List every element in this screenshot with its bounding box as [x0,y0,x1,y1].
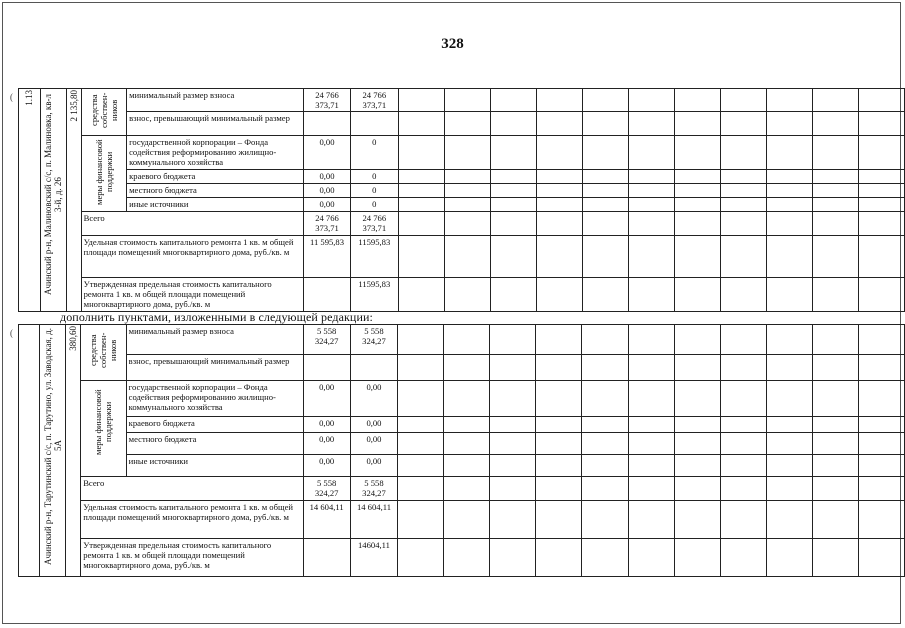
address-cell: Ачинский р-н, Тарутинский с/с, п. Тарутино, ул. Заводская, д. 5А [40,325,66,577]
row-label: взнос, превышающий минимальный размер [127,112,304,136]
owners-group-cell: средства собствен-ников [81,89,126,136]
row-label: иные источники [126,455,303,477]
table-row [19,112,905,136]
limit-cost-label: Утвержденная предельная стоимость капитального ремонта 1 кв. м общей площади помещений многоквартирного дома, руб./кв. м [81,539,303,577]
area-cell: 2 135,80 [66,89,81,312]
table-row-unit-cost: Удельная стоимость капитального ремонта 1 кв. м общей площади помещений многоквартирного дома, руб./кв. м 11 595,83 11595,83 [19,236,905,278]
owners-group-cell: средства собствен-ников [81,325,126,381]
unit-cost-label: Удельная стоимость капитального ремонта 1 кв. м общей площади помещений многоквартирного дома, руб./кв. м [81,501,303,539]
value-1: 24 766 373,71 [303,89,350,112]
page-number: 328 [441,36,464,52]
row-label: взнос, превышающий минимальный размер [126,355,303,381]
table-block-2 [18,324,905,577]
row-label: краевого бюджета [126,417,303,433]
index-cell: 1.13 [19,89,41,312]
table-row: иные источники 0,00 0 [19,198,905,212]
table-row [19,89,905,112]
row-label: краевого бюджета [127,170,304,184]
area-cell: 380,60 [66,325,81,577]
support-group-cell: меры финансовой поддержки [81,136,126,212]
row-label: минимальный размер взноса [127,89,304,112]
limit-cost-label: Утвержденная предельная стоимость капитального ремонта 1 кв. м общей площади помещений многоквартирного дома, руб./кв. м [81,278,303,312]
table-row: краевого бюджета 0,00 0 [19,170,905,184]
table-row [19,355,905,381]
table-row-total: Всего 24 766 373,71 24 766 373,71 [19,212,905,236]
table-block-1 [18,88,905,312]
row-label: государственной корпорации – Фонда содействия реформированию жилищно-коммунального хозяйства [126,381,303,417]
support-group-cell: меры финансовой поддержки [81,381,126,477]
table-row: иные источники 0,00 0,00 [19,455,905,477]
row-label: минимальный размер взноса [126,325,303,355]
left-mark-top: ( [10,92,13,102]
table-row: местного бюджета 0,00 0 [19,184,905,198]
total-label: Всего [81,477,303,501]
row-label: местного бюджета [126,433,303,455]
table-row: меры финансовой поддержки государственной корпорации – Фонда содействия реформированию жилищно-коммунального хозяйства 0,00 0 [19,136,905,170]
table-row: Ачинский р-н, Тарутинский с/с, п. Тарутино, ул. Заводская, д. 5А 380,60 средства собствен-ников минимальный размер взноса 5 558 324,27 5 558 324,27 [19,325,905,355]
table-row-limit-cost: Утвержденная предельная стоимость капитального ремонта 1 кв. м общей площади помещений многоквартирного дома, руб./кв. м 14604,11 [19,539,905,577]
row-label: местного бюджета [127,184,304,198]
table-row-unit-cost: Удельная стоимость капитального ремонта 1 кв. м общей площади помещений многоквартирного дома, руб./кв. м 14 604,11 14 604,11 [19,501,905,539]
total-label: Всего [81,212,303,236]
index-cell [19,325,40,577]
row-label: государственной корпорации – Фонда содействия реформированию жилищно-коммунального хозяйства [127,136,304,170]
address-cell: Ачинский р-н, Малиновский с/с, п. Малиновка, кв-л 3-й, д. 26 [40,89,66,312]
unit-cost-label: Удельная стоимость капитального ремонта 1 кв. м общей площади помещений многоквартирного дома, руб./кв. м [81,236,303,278]
value-2: 24 766 373,71 [351,89,398,112]
table-row-limit-cost: Утвержденная предельная стоимость капитального ремонта 1 кв. м общей площади помещений многоквартирного дома, руб./кв. м 11595,83 [19,278,905,312]
table-row: краевого бюджета 0,00 0,00 [19,417,905,433]
left-mark-bottom: ( [10,328,13,338]
table-row: местного бюджета 0,00 0,00 [19,433,905,455]
table-row: меры финансовой поддержки государственной корпорации – Фонда содействия реформированию жилищно-коммунального хозяйства 0,00 0,00 [19,381,905,417]
table-row-total: Всего 5 558 324,27 5 558 324,27 [19,477,905,501]
addition-text: дополнить пунктами, изложенными в следующей редакции: [60,310,373,324]
row-label: иные источники [127,198,304,212]
